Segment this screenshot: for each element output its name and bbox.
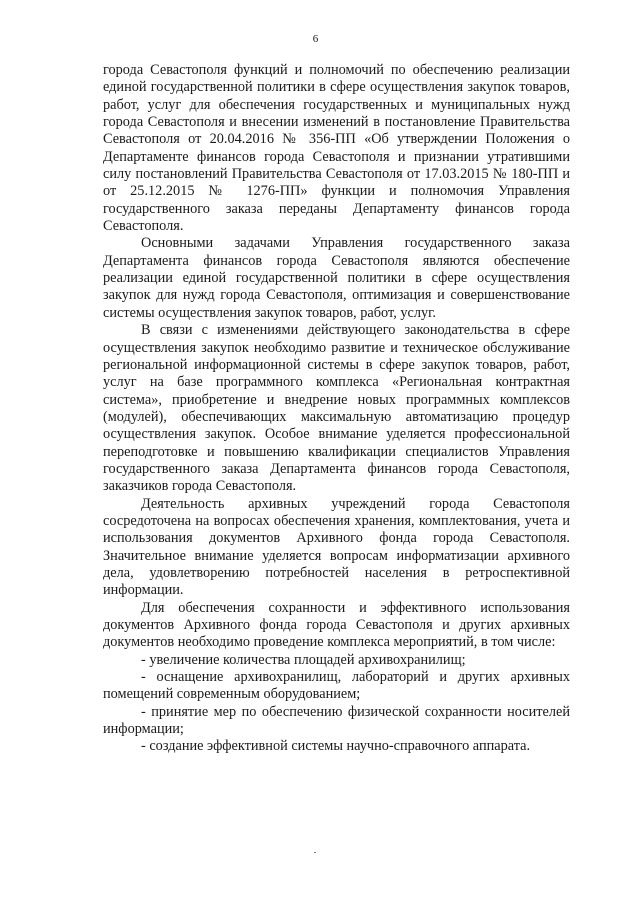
paragraph-procurement-system-development: В связи с изменениями действующего законодательства в сфере осуществления закупок необходимо развитие и техническое обслуживание региональной информационной системы в сфере закупок товаров, работ, услуг на базе программного комплекса «Региональная контрактная система», приобретение и внедрение новых программных комплексов (модулей), обеспечивающих максимальную автоматизацию процедур осуществления закупок. Особое внимание уделяется профессиональной переподготовке и повышению квалификации специалистов Управления государственного заказа Департамента финансов города Севастополя, заказчиков города Севастополя.	[103, 322, 570, 495]
paragraph-archive-activity: Деятельность архивных учреждений города Севастополя сосредоточена на вопросах обеспечения хранения, комплектования, учета и использования документов Архивного фонда города Севастополя. Значительное внимание уделяется вопросам информатизации архивного дела, удовлетворению потребностей населения в ретроспективной информации.	[103, 495, 570, 599]
list-item-reference-system: - создание эффективной системы научно-справочного аппарата.	[141, 738, 531, 755]
list-item-physical-safety: - принятие мер по обеспечению физической сохранности носителей информации;	[103, 703, 570, 738]
document-body	[103, 62, 570, 756]
paragraph-archive-measures-intro: Для обеспечения сохранности и эффективного использования документов Архивного фонда города Севастополя и других архивных документов необходимо проведение комплекса мероприятий, в том числе:	[103, 599, 570, 651]
paragraph-procurement-tasks: Основными задачами Управления государственного заказа Департамента финансов города Севастополя являются обеспечение реализации единой государственной политики в сфере осуществления закупок для нужд города Севастополя, оптимизация и совершенствование системы осуществления закупок товаров, работ, услуг.	[103, 235, 570, 321]
page-number: 6	[312, 33, 319, 45]
list-item-storage-area: - увеличение количества площадей архивохранилищ;	[141, 651, 466, 668]
list-item-equipment: - оснащение архивохранилищ, лабораторий и других архивных помещений современным оборудованием;	[103, 669, 570, 703]
paragraph-procurement-functions: города Севастополя функций и полномочий по обеспечению реализации единой государственной политики в сфере осуществления закупок товаров, работ, услуг для обеспечения государственных и муниципальных нужд города Севастополя и внесении изменений в постановление Правительства Севастополя от 20.04.2016 № 356-ПП «Об утверждении Положения о Департаменте финансов города Севастополя и признании утратившими силу постановлений Правительства Севастополя от 17.03.2015 № 180-ПП и от 25.12.2015 № 1276-ПП» функции и полномочия Управления государственного заказа переданы Департаменту финансов города Севастополя.	[103, 62, 570, 235]
footer-mark	[314, 852, 316, 853]
